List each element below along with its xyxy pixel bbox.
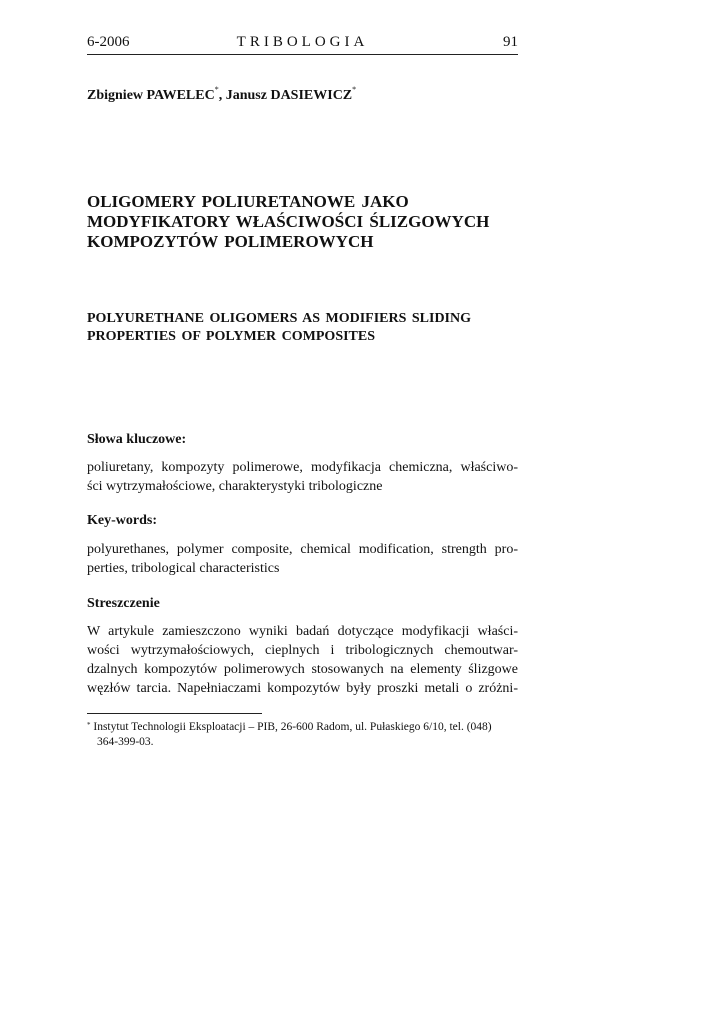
text-line: ści wytrzymałościowe, charakterystyki tribologiczne xyxy=(87,479,383,494)
title-english xyxy=(87,310,518,346)
keywords-en-heading: Key-words: xyxy=(87,513,157,528)
affiliation-mark: * xyxy=(214,85,219,94)
affiliation-mark: * xyxy=(352,85,357,94)
title-line: PROPERTIES OF POLYMER COMPOSITES xyxy=(87,329,376,344)
page-number: 91 xyxy=(503,34,518,50)
title-line: OLIGOMERY POLIURETANOWE JAKO xyxy=(87,192,409,211)
keywords-en-text xyxy=(87,540,518,578)
footnote xyxy=(87,720,518,750)
text-line: wości wytrzymałościowych, cieplnych i tribologicznych chemoutwar- xyxy=(87,643,518,658)
text-line: dzalnych kompozytów polimerowych stosowanych na elementy ślizgowe xyxy=(87,662,518,677)
author-separator: , xyxy=(218,88,226,103)
title-line: POLYURETHANE OLIGOMERS AS MODIFIERS SLIDING xyxy=(87,311,472,326)
title-polish xyxy=(87,192,518,252)
author-line xyxy=(87,85,357,104)
footnote-line xyxy=(87,721,492,733)
title-line: MODYFIKATORY WŁAŚCIWOŚCI ŚLIZGOWYCH xyxy=(87,212,490,231)
issue-number: 6-2006 xyxy=(87,34,130,50)
text-line: perties, tribological characteristics xyxy=(87,561,280,576)
footnote-mark: * xyxy=(87,721,91,729)
abstract-heading: Streszczenie xyxy=(87,596,160,611)
keywords-pl-heading: Słowa kluczowe: xyxy=(87,432,187,447)
abstract-text xyxy=(87,622,518,698)
author-name: Janusz DASIEWICZ xyxy=(225,88,353,103)
title-line: KOMPOZYTÓW POLIMEROWYCH xyxy=(87,232,374,251)
journal-name: TRIBOLOGIA xyxy=(236,34,369,50)
footnote-divider xyxy=(87,713,262,714)
author-name: Zbigniew PAWELEC xyxy=(87,88,215,103)
running-header xyxy=(87,34,518,55)
text-line: W artykule zamieszczono wyniki badań dotyczące modyfikacji właści- xyxy=(87,624,518,639)
affiliation-text: Instytut Technologii Eksploatacji – PIB, 26-600 Radom, ul. Pułaskiego 6/10, tel. (048) xyxy=(93,721,492,733)
text-line: polyurethanes, polymer composite, chemical modification, strength pro- xyxy=(87,542,518,557)
text-line: węzłów tarcia. Napełniaczami kompozytów były proszki metali o zróżni- xyxy=(87,681,518,696)
keywords-pl-text xyxy=(87,458,518,496)
text-line: poliuretany, kompozyty polimerowe, modyfikacja chemiczna, właściwo- xyxy=(87,460,518,475)
footnote-phone: 364-399-03. xyxy=(97,736,154,748)
